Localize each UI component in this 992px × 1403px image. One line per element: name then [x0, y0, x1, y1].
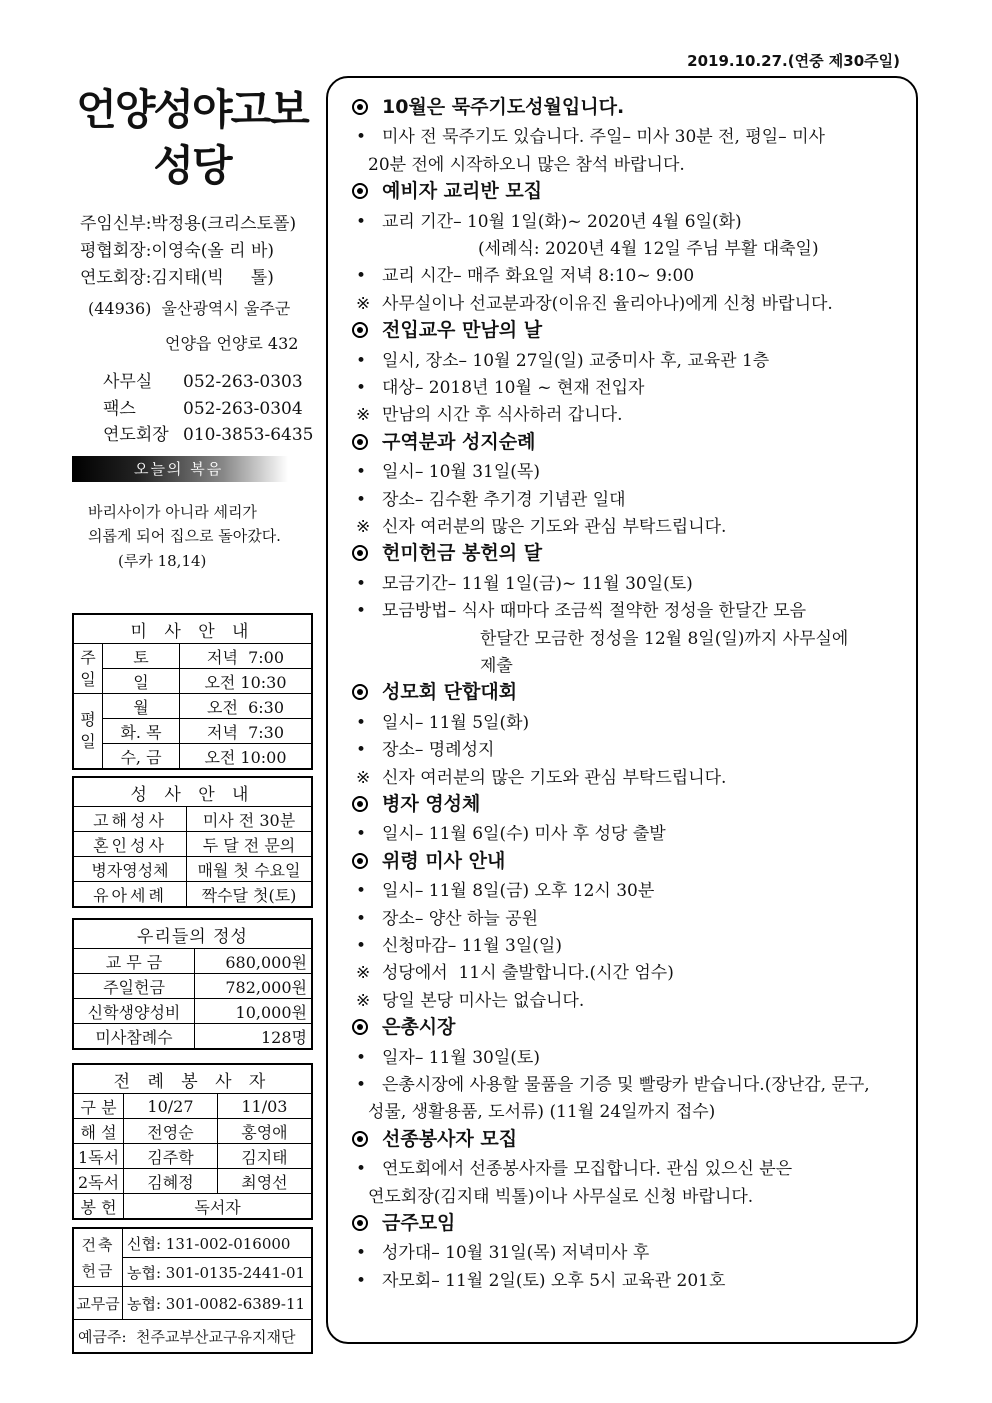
reference-mark-icon: ※ [356, 517, 371, 537]
bullseye-icon [352, 1215, 368, 1231]
address-line1: (44936) 울산광역시 울주군 [88, 299, 291, 318]
notice-item: • 신청마감– 11월 3일(일) [356, 936, 562, 956]
notice-item-continuation: 한달간 모금한 정성을 12월 8일(일)까지 사무실에 [480, 628, 849, 649]
notice-item: • 일시– 11월 8일(금) 오후 12시 30분 [356, 881, 655, 902]
notice-title: 전입교우 만남의 날 [352, 315, 542, 342]
reference-mark-icon: ※ [356, 293, 371, 314]
servers-table [72, 1063, 313, 1220]
bullseye-icon [352, 434, 368, 450]
notice-title: 성모회 단합대회 [352, 677, 517, 704]
bullet-icon: • [356, 712, 367, 733]
server-name: 김주학 [124, 1144, 218, 1169]
bullet-icon: • [356, 127, 367, 148]
server-role: 2독서 [73, 1169, 124, 1194]
notice-item: • 일시– 11월 5일(화) [356, 712, 530, 733]
parish-name [72, 82, 312, 194]
offerings-title: 우리들의 정성 [73, 919, 312, 949]
notice-item-continuation: 성물, 생활용품, 도서류) (11월 24일까지 접수) [368, 1102, 716, 1123]
offerings-table [72, 918, 313, 1050]
bullseye-icon [352, 684, 368, 700]
notice-item: ※ 신자 여러분의 많은 기도와 관심 부탁드립니다. [356, 767, 727, 788]
mass-time: 저녁 7:30 [180, 719, 313, 744]
staff-requiem-president: 연도회장:김지태(빅 톨) [80, 268, 274, 288]
contact-requiem-president: 연도회장 010-3853-6435 [103, 425, 314, 445]
sacrament-name: 병자영성체 [73, 857, 187, 882]
bullet-icon: • [356, 1047, 367, 1068]
sacrament-info: 미사 전 30분 [187, 807, 313, 832]
offering-amount: 128명 [195, 1024, 313, 1050]
school-fund-label: 교무금 [73, 1287, 123, 1320]
notice-item: • 대상– 2018년 10월 ~ 현재 전입자 [356, 378, 645, 398]
gospel-reference: (루카 18,14) [118, 552, 207, 570]
server-name: 홍영애 [217, 1119, 312, 1144]
notice-item: ※ 당일 본당 미사는 없습니다. [356, 990, 585, 1011]
bullet-icon: • [356, 1270, 367, 1291]
notice-title: 예비자 교리반 모집 [352, 176, 542, 203]
bullet-icon: • [356, 881, 367, 902]
notice-title: 10월은 묵주기도성월입니다. [352, 92, 624, 119]
bullet-icon: • [356, 211, 367, 232]
bullet-icon: • [356, 573, 367, 594]
notice-item: • 일시, 장소– 10월 27일(일) 교중미사 후, 교육관 1층 [356, 350, 770, 371]
bullseye-icon [352, 322, 368, 338]
mass-schedule-title: 미 사 안 내 [73, 614, 312, 644]
notice-item: ※ 신자 여러분의 많은 기도와 관심 부탁드립니다. [356, 517, 727, 537]
server-role: 해 설 [73, 1119, 124, 1144]
bullet-icon: • [356, 1243, 367, 1264]
sacrament-info: 매월 첫 수요일 [187, 857, 313, 882]
servers-header-label: 구 분 [73, 1094, 124, 1119]
bullseye-icon [352, 1131, 368, 1147]
notice-item: ※ 만남의 시간 후 식사하러 갑니다. [356, 405, 623, 426]
weekday-label: 평일 [73, 694, 103, 770]
sunday-label: 주일 [73, 644, 103, 694]
bullet-icon: • [356, 1159, 367, 1180]
bullseye-icon [352, 1019, 368, 1035]
mass-day: 토 [103, 644, 180, 669]
gospel-header: 오늘의 복음 [72, 456, 288, 482]
offering-amount: 782,000원 [195, 974, 313, 999]
mass-time: 저녁 7:00 [180, 644, 313, 669]
bullet-icon: • [356, 378, 367, 398]
contact-fax: 팩스 052-263-0304 [103, 399, 303, 419]
mass-time: 오전 6:30 [180, 694, 313, 719]
servers-header-col2: 11/03 [217, 1094, 312, 1119]
offertory-value: 독서자 [124, 1194, 312, 1220]
bullet-icon: • [356, 462, 367, 483]
server-role: 1독서 [73, 1144, 124, 1169]
offering-name: 주일헌금 [73, 974, 195, 999]
sacraments-title: 성 사 안 내 [73, 777, 312, 807]
reference-mark-icon: ※ [356, 963, 371, 984]
notice-item-continuation: (세례식: 2020년 4월 12일 주님 부활 대축일) [478, 239, 819, 259]
notice-item: • 성가대– 10월 31일(목) 저녁미사 후 [356, 1243, 650, 1264]
account-holder: 예금주: 천주교부산교구유지재단 [73, 1320, 312, 1354]
notice-title: 선종봉사자 모집 [352, 1124, 517, 1151]
bullet-icon: • [356, 908, 367, 929]
offering-name: 신학생양성비 [73, 999, 195, 1024]
address-line2: 언양읍 언양로 432 [165, 334, 299, 353]
server-name: 김지태 [217, 1144, 312, 1169]
notice-title: 구역분과 성지순례 [352, 427, 535, 454]
notice-item: • 장소– 명례성지 [356, 740, 495, 761]
sacrament-name: 고해성사 [73, 807, 187, 832]
reference-mark-icon: ※ [356, 405, 371, 426]
gospel-text: 바리사이가 아니라 세리가 의롭게 되어 집으로 돌아갔다. [88, 503, 281, 545]
building-fund-label: 건축 헌금 [73, 1228, 123, 1287]
bullseye-icon [352, 183, 368, 199]
mass-time: 오전 10:00 [180, 744, 313, 770]
mass-day: 수, 금 [103, 744, 180, 770]
mass-day: 화. 목 [103, 719, 180, 744]
notice-title: 금주모임 [352, 1208, 455, 1235]
notice-title: 병자 영성체 [352, 789, 480, 816]
sacraments-table [72, 776, 313, 908]
sacrament-name: 혼인성사 [73, 832, 187, 857]
notice-item: • 모금방법– 식사 때마다 조금씩 절약한 정성을 한달간 모음 [356, 601, 807, 622]
bullet-icon: • [356, 489, 367, 510]
bullet-icon: • [356, 601, 367, 622]
parish-name-line2: 성당 [153, 141, 231, 190]
notice-item: ※ 성당에서 11시 출발합니다.(시간 엄수) [356, 963, 674, 984]
notice-title: 위령 미사 안내 [352, 846, 505, 873]
mass-schedule-table [72, 613, 313, 770]
bullseye-icon [352, 853, 368, 869]
notice-item: • 장소– 김수환 추기경 기념관 일대 [356, 489, 626, 510]
accounts-table [72, 1227, 313, 1354]
notice-item-continuation: 연도회장(김지태 빅톨)이나 사무실로 신청 바랍니다. [368, 1186, 754, 1207]
server-name: 전영순 [124, 1119, 218, 1144]
parish-name-line1: 언양성야고보 [76, 85, 308, 134]
bullet-icon: • [356, 1075, 367, 1095]
mass-day: 월 [103, 694, 180, 719]
reference-mark-icon: ※ [356, 767, 371, 788]
school-account: 농협: 301-0082-6389-11 [123, 1287, 313, 1320]
notice-item: • 장소– 양산 하늘 공원 [356, 908, 539, 929]
notice-item: • 모금기간– 11월 1일(금)~ 11월 30일(토) [356, 573, 693, 594]
notice-title: 헌미헌금 봉헌의 달 [352, 538, 542, 565]
staff-pastor: 주임신부:박정용(크리스토폴) [80, 214, 297, 234]
notice-item-continuation: 20분 전에 시작하오니 많은 참석 바랍니다. [368, 154, 685, 175]
offering-name: 교 무 금 [73, 949, 195, 974]
mass-day: 일 [103, 669, 180, 694]
reference-mark-icon: ※ [356, 990, 371, 1011]
offering-amount: 10,000원 [195, 999, 313, 1024]
bullseye-icon [352, 796, 368, 812]
server-role: 봉 헌 [73, 1194, 124, 1220]
building-account-1: 신협: 131-002-016000 [123, 1228, 313, 1258]
bullet-icon: • [356, 936, 367, 956]
notice-item-continuation: 제출 [480, 656, 513, 676]
notices-box [326, 76, 918, 1344]
notice-item: • 미사 전 묵주기도 있습니다. 주일– 미사 30분 전, 평일– 미사 [356, 127, 825, 148]
building-account-2: 농협: 301-0135-2441-01 [123, 1258, 313, 1287]
contact-office: 사무실 052-263-0303 [103, 372, 303, 392]
mass-time: 오전 10:30 [180, 669, 313, 694]
bulletin-date: 2019.10.27.(연중 제30주일) [687, 52, 900, 70]
notice-title: 은총시장 [352, 1012, 455, 1039]
bullseye-icon [352, 99, 368, 115]
notice-item: • 교리 시간– 매주 화요일 저녁 8:10~ 9:00 [356, 266, 695, 287]
notice-item: • 은총시장에 사용할 물품을 기증 및 빨랑카 받습니다.(장난감, 문구, [356, 1075, 870, 1095]
staff-council-president: 평협회장:이영숙(올 리 바) [80, 241, 275, 261]
notice-item: ※ 사무실이나 선교분과장(이유진 율리아나)에게 신청 바랍니다. [356, 293, 833, 314]
sacrament-name: 유아세례 [73, 882, 187, 908]
notice-item: • 연도회에서 선종봉사자를 모집합니다. 관심 있으신 분은 [356, 1159, 793, 1180]
notice-item: • 일시– 11월 6일(수) 미사 후 성당 출발 [356, 824, 666, 845]
sacrament-info: 짝수달 첫(토) [187, 882, 313, 908]
bullseye-icon [352, 545, 368, 561]
offering-name: 미사참례수 [73, 1024, 195, 1050]
bullet-icon: • [356, 824, 367, 845]
server-name: 최영선 [217, 1169, 312, 1194]
servers-header-col1: 10/27 [124, 1094, 218, 1119]
offering-amount: 680,000원 [195, 949, 313, 974]
notice-item: • 일자– 11월 30일(토) [356, 1047, 540, 1068]
sacrament-info: 두 달 전 문의 [187, 832, 313, 857]
notice-item: • 일시– 10월 31일(목) [356, 462, 540, 483]
bullet-icon: • [356, 740, 367, 761]
notice-item: • 교리 기간– 10월 1일(화)~ 2020년 4월 6일(화) [356, 211, 742, 232]
notice-item: • 자모회– 11월 2일(토) 오후 5시 교육관 201호 [356, 1270, 726, 1291]
bullet-icon: • [356, 266, 367, 287]
servers-title: 전 례 봉 사 자 [73, 1064, 312, 1094]
bullet-icon: • [356, 350, 367, 371]
server-name: 김혜정 [124, 1169, 218, 1194]
